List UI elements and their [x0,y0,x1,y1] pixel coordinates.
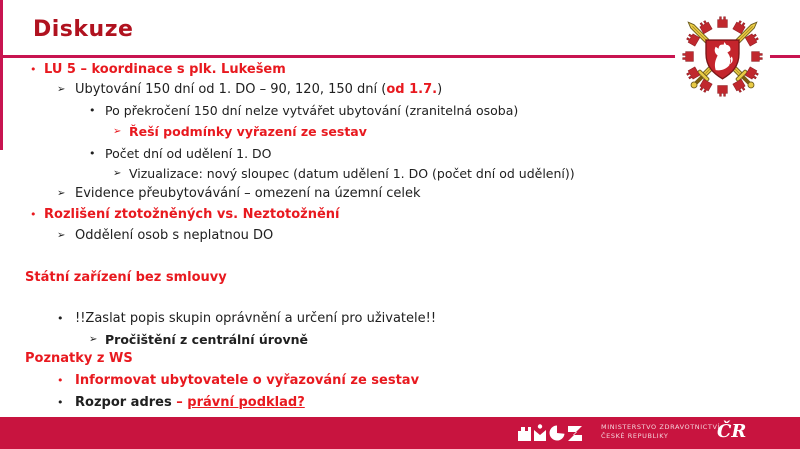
bullet-text: Oddělení osob s neplatnou DO [75,228,274,243]
footer-bar [0,417,800,449]
bullet-text: Pročištění z centrální úrovně [105,332,309,347]
bullet-text: Počet dní od udělení 1. DO [105,146,272,161]
ministry-name-line2: ČESKÉ REPUBLIKY [601,432,669,440]
bullet-line [0,373,800,390]
bullet-dot-icon: • [57,312,64,325]
bullet-text: !!Zaslat popis skupin oprávnění a určení pro uživatele!! [75,311,437,326]
bullet-line [0,82,800,99]
bullet-line [0,103,800,120]
ministry-name-line1: MINISTERSTVO ZDRAVOTNICTVÍ [601,423,721,431]
ministry-pictogram-logo-icon [517,423,585,442]
bullet-dot-icon: • [30,63,37,76]
bullet-text: Řeší podmínky vyřazení ze sestav [129,124,367,139]
bullet-line [0,166,800,183]
bullet-text: Vizualizace: nový sloupec (datum udělení 1. DO (počet dní od udělení)) [129,166,575,181]
cr-monogram: ČR [717,421,747,442]
bullet-line [0,124,800,141]
bullet-line [0,311,800,328]
section-heading: Poznatky z WS [25,351,133,366]
bullet-line [0,186,800,203]
arrow-bullet-icon: ➢ [113,126,122,137]
arrow-bullet-icon: ➢ [57,188,66,199]
bullet-text: Rozpor adres [75,395,177,410]
bullet-line [0,62,800,79]
bullet-text: Evidence přeubytovávání – omezení na územní celek [75,186,421,201]
bullet-text: Rozlišení ztotožněných vs. Neztotožnění [44,207,340,222]
bullet-text: Informovat ubytovatele o vyřazování ze sestav [75,373,420,388]
arrow-bullet-icon: ➢ [89,334,98,345]
arrow-bullet-icon: ➢ [113,168,122,179]
legal-basis-link[interactable]: právní podklad? [187,395,305,410]
bullet-dot-icon: • [57,374,64,387]
bullet-line [0,207,800,224]
arrow-bullet-icon: ➢ [57,84,66,95]
bullet-line [0,395,800,412]
bullet-dot-icon: • [30,208,37,221]
bullet-line [0,332,800,349]
bullet-dot-icon: • [89,147,96,160]
bullet-text: LU 5 – koordinace s plk. Lukešem [44,62,286,77]
bullet-text: ) [437,82,443,97]
arrow-bullet-icon: ➢ [57,230,66,241]
bullet-text: Po překročení 150 dní nelze vytvářet ubytování (zranitelná osoba) [105,103,519,118]
bullet-dot-icon: • [89,104,96,117]
bullet-line [0,146,800,163]
slide-title: Diskuze [33,17,134,42]
bullet-line [0,228,800,245]
section-heading: Státní zařízení bez smlouvy [25,270,227,285]
bullet-text-highlight: od 1.7. [386,82,438,97]
bullet-text-highlight: – [176,395,188,410]
bullet-dot-icon: • [57,396,64,409]
ministry-name [601,423,720,441]
bullet-text: Ubytování 150 dní od 1. DO – 90, 120, 150 dní ( [75,82,387,97]
